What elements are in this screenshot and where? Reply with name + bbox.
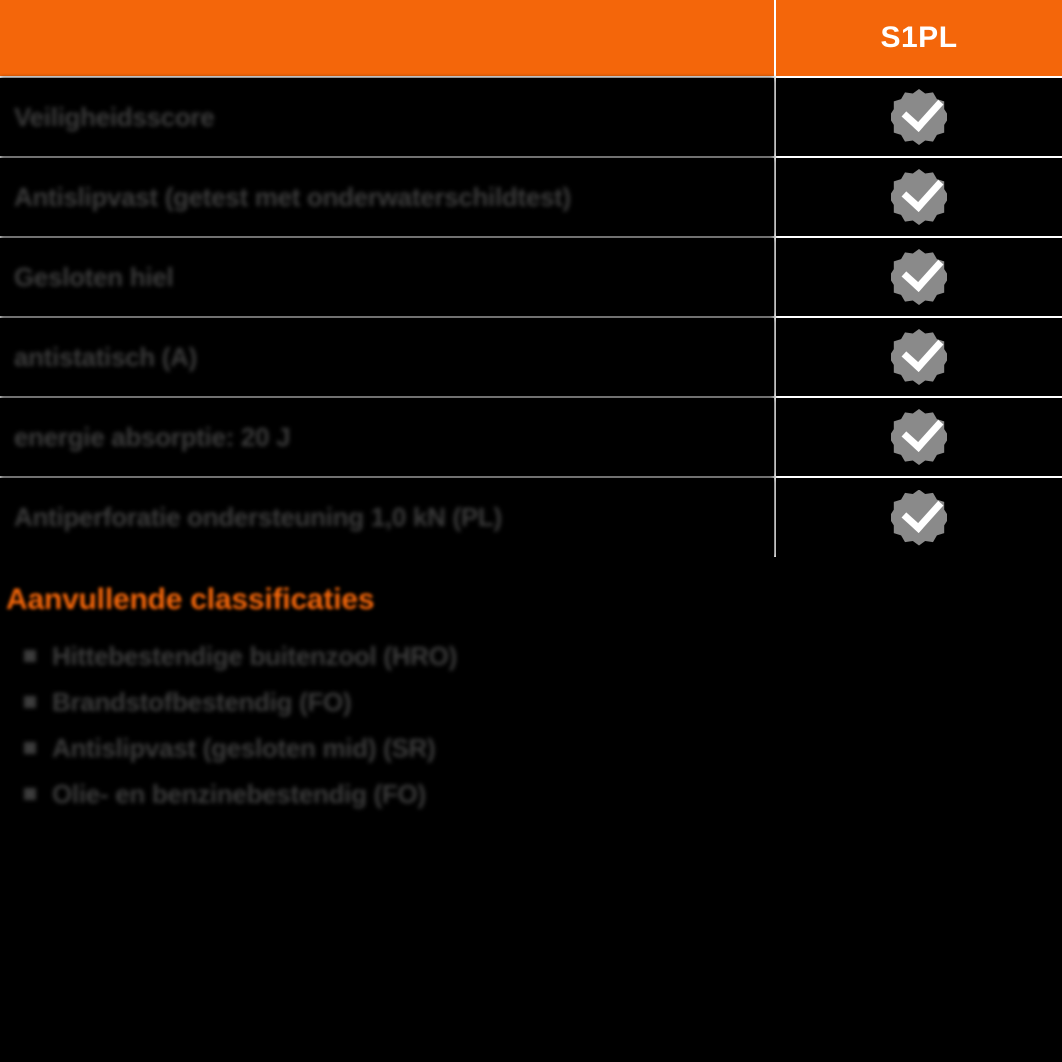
check-badge-icon (891, 89, 947, 145)
check-badge-icon (891, 329, 947, 385)
list-item (24, 633, 1062, 679)
list-item-label: Olie- en benzinebestendig (FO) (52, 778, 426, 809)
list-item-label: Hittebestendige buitenzool (HRO) (52, 640, 457, 671)
row-label: energie absorptie: 20 J (0, 397, 775, 477)
row-value (775, 77, 1062, 157)
table-row (0, 237, 1062, 317)
table-row (0, 477, 1062, 557)
row-label: Antislipvast (getest met onderwaterschildtest) (0, 157, 775, 237)
row-value (775, 317, 1062, 397)
row-label: Veiligheidsscore (0, 77, 775, 157)
bullet-icon (24, 650, 36, 662)
check-badge-icon (891, 490, 947, 546)
additional-classifications-section (0, 557, 1062, 817)
row-value (775, 477, 1062, 557)
table-body (0, 77, 1062, 557)
row-value (775, 397, 1062, 477)
row-label: Antiperforatie ondersteuning 1,0 kN (PL) (0, 477, 775, 557)
row-value (775, 237, 1062, 317)
check-badge-icon (891, 169, 947, 225)
table-row (0, 317, 1062, 397)
list-item (24, 725, 1062, 771)
table-row (0, 157, 1062, 237)
bullet-icon (24, 696, 36, 708)
header-cell-s1pl: S1PL (775, 0, 1062, 77)
table-row (0, 397, 1062, 477)
bullet-icon (24, 742, 36, 754)
check-badge-icon (891, 409, 947, 465)
list-item (24, 679, 1062, 725)
header-cell-label (0, 0, 775, 77)
list-item-label: Antislipvast (gesloten mid) (SR) (52, 732, 436, 763)
row-label: antistatisch (A) (0, 317, 775, 397)
row-label: Gesloten hiel (0, 237, 775, 317)
bullet-icon (24, 788, 36, 800)
table-header (0, 0, 1062, 77)
table-header-row (0, 0, 1062, 77)
check-badge-icon (891, 249, 947, 305)
classification-list (6, 633, 1062, 817)
table-row (0, 77, 1062, 157)
list-item-label: Brandstofbestendig (FO) (52, 686, 352, 717)
section-title: Aanvullende classificaties (6, 583, 375, 616)
row-value (775, 157, 1062, 237)
list-item (24, 771, 1062, 817)
